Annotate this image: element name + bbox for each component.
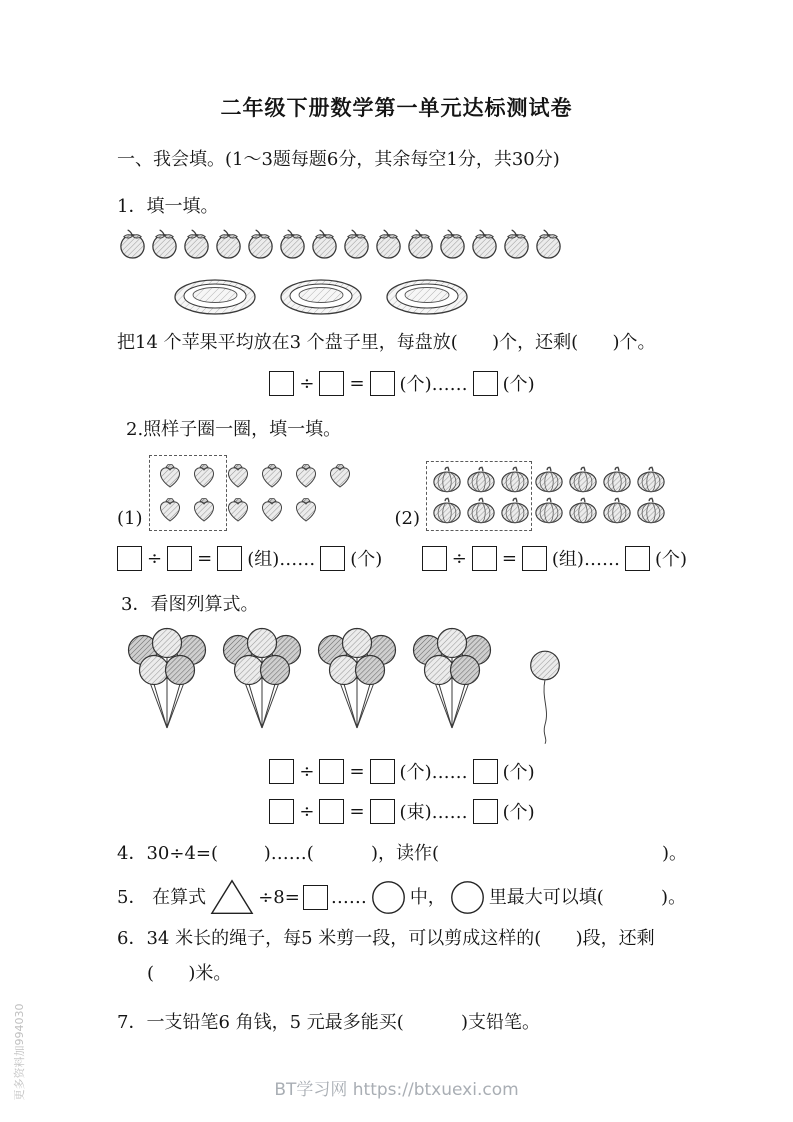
strawberry-icon xyxy=(291,460,321,490)
answer-box xyxy=(303,885,328,910)
question-5-text: ÷8= xyxy=(258,886,300,908)
balloon-figure xyxy=(117,624,687,752)
apple-icon xyxy=(181,228,212,259)
question-6-line-1: 6．34 米长的绳子，每5 米剪一段，可以剪成这样的( )段，还剩 xyxy=(117,928,655,949)
answer-box xyxy=(117,546,142,571)
answer-box xyxy=(269,371,294,396)
balloon-bunch-icon xyxy=(216,624,308,736)
triangle-shape xyxy=(209,877,255,917)
page-content xyxy=(0,148,793,1034)
question-7: 7．一支铅笔6 角钱，5 元最多能买( )支铅笔。 xyxy=(117,1012,541,1033)
equals-sign: = xyxy=(349,372,365,394)
circle-shape xyxy=(449,879,486,916)
answer-box xyxy=(370,759,395,784)
divide-sign: ÷ xyxy=(451,547,467,569)
question-5-text: 中， xyxy=(409,886,446,908)
apple-icon xyxy=(405,228,436,259)
apple-icon xyxy=(373,228,404,259)
item-1-tag: (1) xyxy=(117,508,143,529)
question-5 xyxy=(117,877,687,917)
balloon-bunch-icon xyxy=(406,624,498,736)
item-2-tag: (2) xyxy=(394,508,420,529)
answer-box xyxy=(319,371,344,396)
equals-sign: = xyxy=(349,800,365,822)
plate-icon xyxy=(279,277,363,317)
strawberry-group xyxy=(117,455,357,529)
question-2-equation-1 xyxy=(117,545,382,571)
pumpkin-icon xyxy=(568,466,598,493)
answer-box xyxy=(167,546,192,571)
answer-box xyxy=(522,546,547,571)
apple-icon xyxy=(501,228,532,259)
footer-watermark: BT学习网 https://btxuexi.com xyxy=(274,1080,519,1100)
strawberry-icon xyxy=(325,460,355,490)
balloon-bunch-icon xyxy=(311,624,403,736)
unit-text: (个) xyxy=(502,762,535,783)
answer-box xyxy=(269,759,294,784)
unit-text: (组)…… xyxy=(247,549,316,570)
equals-sign: = xyxy=(501,547,517,569)
question-2-equation-2 xyxy=(422,545,687,571)
question-1-label: 1．填一填。 xyxy=(117,196,219,217)
pumpkin-icon xyxy=(636,466,666,493)
unit-text: (个)…… xyxy=(399,374,468,395)
answer-box xyxy=(319,759,344,784)
pumpkin-icon xyxy=(568,497,598,524)
unit-text: (个) xyxy=(350,549,383,570)
apple-icon xyxy=(277,228,308,259)
balloon-bunch-icon xyxy=(121,624,213,736)
question-2-figures xyxy=(117,455,687,529)
side-watermark: 更多资料加994030 xyxy=(13,1003,26,1101)
apple-icon xyxy=(149,228,180,259)
plate-icon xyxy=(173,277,257,317)
question-3-equation-2 xyxy=(117,798,687,824)
answer-box xyxy=(319,799,344,824)
strawberry-icon xyxy=(291,494,321,524)
balloon-single-icon xyxy=(524,640,566,752)
answer-box xyxy=(473,799,498,824)
question-5-text: 5． 在算式 xyxy=(117,886,207,908)
apple-row xyxy=(117,228,687,259)
question-2-label: 2.照样子圈一圈，填一填。 xyxy=(126,419,342,440)
plate-icon xyxy=(385,277,469,317)
pumpkin-icon xyxy=(534,466,564,493)
pumpkin-icon xyxy=(534,497,564,524)
apple-icon xyxy=(469,228,500,259)
apple-icon xyxy=(309,228,340,259)
question-1-text: 把14 个苹果平均放在3 个盘子里，每盘放( )个，还剩( )个。 xyxy=(117,332,656,353)
apple-icon xyxy=(533,228,564,259)
question-5-text: …… xyxy=(330,886,367,908)
question-3-label: 3．看图列算式。 xyxy=(121,594,259,615)
question-5-text: 里最大可以填( )。 xyxy=(488,886,687,908)
answer-box xyxy=(422,546,447,571)
example-group-outline xyxy=(426,461,532,531)
strawberry-icon xyxy=(257,460,287,490)
strawberry-icon xyxy=(223,460,253,490)
strawberry-icon xyxy=(257,494,287,524)
answer-box xyxy=(370,371,395,396)
question-4-close: )。 xyxy=(661,843,687,864)
single-balloon xyxy=(524,640,566,752)
unit-text: (个) xyxy=(502,374,535,395)
balloon-bunches xyxy=(121,624,498,736)
question-1-equation xyxy=(117,370,687,396)
unit-text: (个) xyxy=(654,549,687,570)
pumpkin-icon xyxy=(602,497,632,524)
divide-sign: ÷ xyxy=(299,800,315,822)
answer-box xyxy=(473,371,498,396)
answer-box xyxy=(269,799,294,824)
page-title: 二年级下册数学第一单元达标测试卷 xyxy=(220,96,573,120)
pumpkin-icon xyxy=(636,497,666,524)
apple-icon xyxy=(117,228,148,259)
unit-text: (束)…… xyxy=(399,802,468,823)
circle-shape xyxy=(370,879,407,916)
answer-box xyxy=(472,546,497,571)
section-heading: 一、我会填。(1～3题每题6分，其余每空1分，共30分) xyxy=(117,149,560,170)
example-group-outline xyxy=(149,455,227,531)
plate-row xyxy=(117,277,687,317)
unit-text: (组)…… xyxy=(551,549,620,570)
divide-sign: ÷ xyxy=(147,547,163,569)
apple-icon xyxy=(341,228,372,259)
unit-text: (个)…… xyxy=(399,762,468,783)
pumpkin-icon xyxy=(602,466,632,493)
answer-box xyxy=(217,546,242,571)
answer-box xyxy=(473,759,498,784)
question-6-line-2: ( )米。 xyxy=(147,963,232,984)
question-4-text: 4．30÷4=( )……( )，读作( xyxy=(117,843,440,864)
divide-sign: ÷ xyxy=(299,760,315,782)
divide-sign: ÷ xyxy=(299,372,315,394)
equals-sign: = xyxy=(349,760,365,782)
question-4 xyxy=(117,842,687,865)
answer-box xyxy=(625,546,650,571)
unit-text: (个) xyxy=(502,802,535,823)
answer-box xyxy=(320,546,345,571)
pumpkin-group xyxy=(395,461,669,529)
question-3-equation-1 xyxy=(117,758,687,784)
strawberry-icon xyxy=(223,494,253,524)
apple-icon xyxy=(437,228,468,259)
apple-icon xyxy=(245,228,276,259)
question-2-equations xyxy=(117,545,687,571)
apple-icon xyxy=(213,228,244,259)
answer-box xyxy=(370,799,395,824)
equals-sign: = xyxy=(197,547,213,569)
